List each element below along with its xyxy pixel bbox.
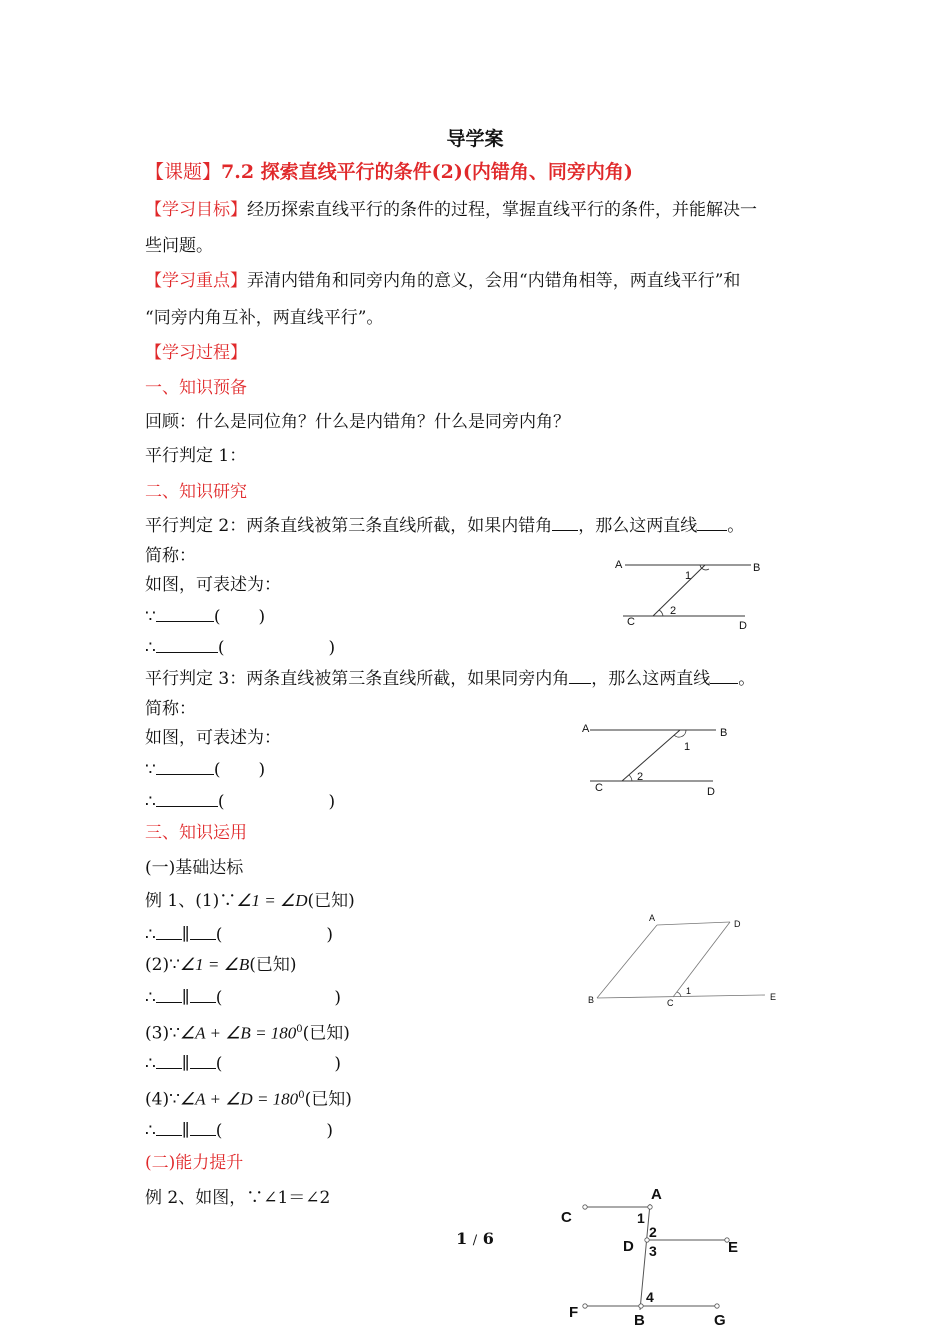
label-b: B [588,995,595,1005]
label-e: E [728,1239,739,1256]
angle-2-label: 2 [670,605,677,617]
paren-close: ) [326,925,333,945]
label-c: C [627,616,635,628]
example1-part1 [145,890,355,912]
ex-prefix: (4)∵ [145,1089,180,1110]
example2-text: 例 2、如图，∵∠1＝∠2 [145,1188,331,1208]
transversal [622,730,680,781]
topic-line [145,161,633,183]
ex-prefix: (3)∵ [145,1023,180,1044]
point-c [583,1205,587,1209]
answer-blank[interactable] [190,1052,216,1069]
basic-heading: (一)基础达标 [145,858,244,878]
period: 。 [738,669,756,689]
focus-line-2: “同旁内角互补，两直线平行”。 [145,308,384,328]
label-b: B [634,1312,645,1329]
label-f: F [569,1304,579,1321]
objective-line-1 [145,199,757,221]
parallel-symbol: ∥ [181,925,190,945]
label-c: C [561,1209,572,1226]
as-figure-label: 如图，可表述为： [145,728,281,748]
example1-part3 [145,1019,350,1045]
paren-open: ( [215,1121,223,1141]
paren-open: ( [215,988,223,1008]
answer-blank[interactable] [190,1119,216,1136]
side-dc [673,922,730,997]
focus-text: 弄清内错角和同旁内角的意义，会用“内错角相等，两直线平行”和 [247,271,741,291]
label-d: D [734,919,741,929]
label-d: D [623,1238,634,1255]
side-ab [597,925,657,998]
side-ad [657,922,730,925]
rule2-text-a: 平行判定 2：两条直线被第三条直线所截，如果内错角 [145,516,553,536]
topic-label: 【课题】 [145,161,222,183]
known-reason: (已知) [302,1023,350,1044]
paren-close: ) [258,607,266,627]
math-expression: ∠A + ∠B = 180 [179,1023,297,1043]
answer-blank[interactable] [156,986,182,1003]
answer-blank[interactable] [697,514,727,531]
parallel-rule-1: 平行判定 1： [145,446,247,466]
page-separator: / [472,1233,478,1248]
answer-blank[interactable] [156,758,214,775]
angle-3-label: 3 [649,1243,657,1259]
paren-open: ( [217,792,225,812]
label-g: G [714,1312,726,1329]
answer-blank[interactable] [156,605,214,622]
parallel-rule-3 [145,667,755,690]
paren-close: ) [328,792,336,812]
answer-blank[interactable] [710,667,738,684]
short-name-label: 简称： [145,546,196,566]
short-name-label: 简称： [145,699,196,719]
page-current: 1 [456,1229,468,1248]
because-symbol: ∵ [145,760,156,780]
known-reason: (已知) [307,891,355,911]
objective-line-2: 些问题。 [145,236,213,256]
point-a [648,1205,652,1209]
paren-close: ) [334,988,341,1008]
section-heading-1: 一、知识预备 [145,378,247,398]
topic-text: 7.2 探索直线平行的条件(2)(内错角、同旁内角) [221,161,633,183]
paren-close: ) [326,1121,333,1141]
focus-line-1 [145,270,740,292]
transversal [653,565,705,616]
conclusion-line [145,923,333,946]
answer-blank[interactable] [156,923,182,940]
known-reason: (已知) [249,955,297,975]
page-total: 6 [482,1229,494,1248]
ex-prefix: 例 1、(1)∵ [145,891,237,911]
review-question: 回顾：什么是同位角？什么是内错角？什么是同旁内角？ [145,412,570,432]
label-a: A [615,559,623,571]
conclusion-line [145,1119,333,1142]
process-heading: 【学习过程】 [145,343,247,363]
because-line [145,605,265,628]
example1-part4 [145,1085,352,1111]
as-figure-label: 如图，可表述为： [145,575,281,595]
parallel-symbol: ∥ [181,988,190,1008]
paren-open: ( [213,760,221,780]
page-number [0,1229,950,1248]
label-d: D [707,786,715,798]
answer-blank[interactable] [569,667,591,684]
degree-superscript: 0 [296,1024,303,1035]
label-c: C [667,998,674,1008]
therefore-symbol: ∴ [145,988,156,1008]
objective-label: 【学习目标】 [145,200,247,220]
label-a: A [582,723,590,735]
answer-blank[interactable] [156,636,218,653]
angle-2-label: 2 [637,771,644,783]
paren-open: ( [215,1054,223,1074]
math-expression: ∠A + ∠D = 180 [179,1089,299,1109]
point-b [639,1304,643,1308]
paren-close: ) [328,638,336,658]
therefore-symbol: ∴ [145,925,156,945]
answer-blank[interactable] [552,514,578,531]
improve-heading: (二)能力提升 [145,1153,244,1173]
figure-quadrilateral [585,910,795,1010]
therefore-symbol: ∴ [145,792,156,812]
answer-blank[interactable] [190,986,216,1003]
parallel-rule-2 [145,514,744,537]
section-heading-3: 三、知识运用 [145,823,247,843]
angle-1-label: 1 [684,741,691,753]
because-line [145,758,265,781]
label-c: C [595,782,603,794]
paren-open: ( [213,607,221,627]
answer-blank[interactable] [156,1119,182,1136]
rule3-text-b: ，那么这两直线 [591,669,711,689]
because-symbol: ∵ [145,607,156,627]
therefore-symbol: ∴ [145,1121,156,1141]
parallel-symbol: ∥ [181,1054,190,1074]
period: 。 [727,516,745,536]
answer-blank[interactable] [190,923,216,940]
objective-text: 经历探索直线平行的条件的过程，掌握直线平行的条件，并能解决一 [247,200,757,220]
ex-prefix: (2)∵ [145,955,180,975]
focus-label: 【学习重点】 [145,271,247,291]
label-a: A [649,913,656,923]
rule2-text-b: ，那么这两直线 [578,516,698,536]
paren-close: ) [258,760,266,780]
section-heading-2: 二、知识研究 [145,482,247,502]
therefore-symbol: ∴ [145,638,156,658]
label-b: B [753,562,761,574]
angle-1-label: 1 [637,1210,645,1226]
angle-1-label: 1 [685,570,692,582]
example1-part2 [145,954,297,976]
figure-alternate-angles [605,555,775,635]
rule3-text-a: 平行判定 3：两条直线被第三条直线所截，如果同旁内角 [145,669,570,689]
parallel-symbol: ∥ [181,1121,190,1141]
label-d: D [739,620,747,632]
figure-same-side-angles [578,720,748,800]
therefore-symbol: ∴ [145,1054,156,1074]
paren-close: ) [334,1054,341,1074]
label-b: B [720,727,728,739]
therefore-line [145,790,335,813]
answer-blank[interactable] [156,1052,182,1069]
degree-superscript: 0 [298,1090,305,1101]
angle-2-arc [629,775,632,781]
answer-blank[interactable] [156,790,218,807]
page-title: 导学案 [446,128,504,150]
label-a: A [651,1186,662,1203]
therefore-line [145,636,335,659]
angle-2-label: 2 [649,1224,657,1240]
label-e: E [770,992,777,1002]
math-expression: ∠1 = ∠B [179,955,250,974]
point-g [715,1304,719,1308]
angle-2-arc [659,610,663,616]
paren-open: ( [215,925,223,945]
angle-1-label: 1 [686,986,692,996]
conclusion-line [145,986,341,1009]
math-expression: ∠1 = ∠D [236,891,308,910]
point-f [583,1304,587,1308]
conclusion-line [145,1052,341,1075]
figure-example-2 [555,1180,755,1344]
known-reason: (已知) [304,1089,352,1110]
angle-4-label: 4 [646,1289,654,1305]
paren-open: ( [217,638,225,658]
